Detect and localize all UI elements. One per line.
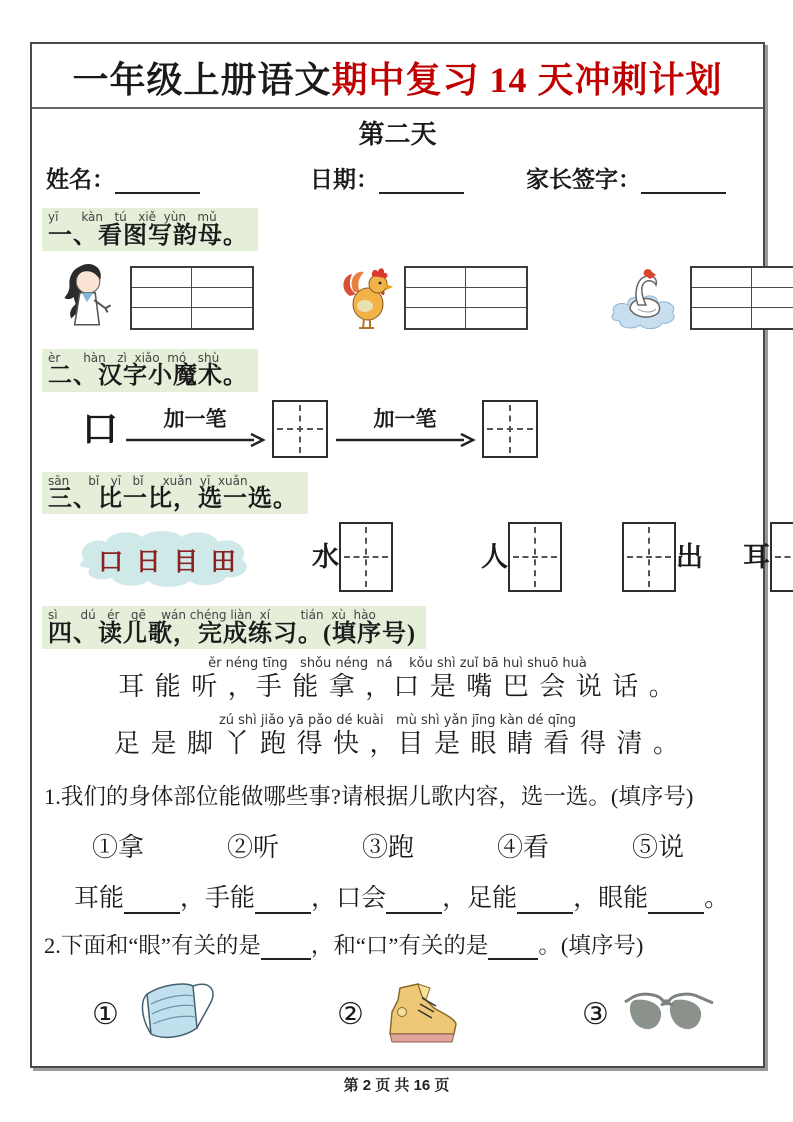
section3-heading [42, 472, 308, 515]
answer-blank [124, 886, 180, 914]
rhyme-line-1-pinyin: ěr néng tīng shǒu néng ná kǒu shì zuǐ bā huì shuō huà [208, 656, 587, 672]
signature-blank [641, 168, 726, 194]
vowel-item-goose [608, 263, 793, 333]
answer-blank [488, 934, 538, 960]
q1-fill-line: 耳能 ，手能 ，口会 ，足能 ，眼能 。 [74, 884, 730, 912]
day-subtitle: 第二天 [358, 120, 437, 149]
rhyme-line-2-text: 足 是 脚 丫 跑 得 快 ，目 是 眼 睛 看 得 清 。 [113, 729, 681, 759]
section3-title: 三、比一比，选一选。 [48, 486, 298, 513]
name-field-label: 姓名： [46, 161, 200, 194]
page-number: 第 2 页 共 16 页 [343, 1077, 450, 1094]
option-5: ⑤说 [632, 832, 685, 862]
goose-illustration [608, 263, 680, 333]
picture-option-number: ② [337, 997, 364, 1031]
compare-item-chu: 出 [622, 522, 703, 592]
character-writing-grid [339, 522, 393, 592]
section2-title: 二、汉字小魔术。 [48, 363, 248, 390]
answer-blank [648, 886, 704, 914]
question-2-text: 2.下面和“眼”有关的是 ，和“口”有关的是 。(填序号) [44, 932, 644, 958]
page-title [32, 44, 763, 109]
question-1-options [92, 827, 753, 864]
right-arrow-icon [124, 432, 266, 448]
fill-label-eye: 眼能 [598, 884, 649, 912]
compare-item-shui: 水 [312, 522, 393, 592]
picture-option-sunglasses [582, 992, 793, 1038]
pinyin-writing-grid [404, 266, 528, 330]
answer-blank [255, 886, 311, 914]
date-blank [379, 168, 464, 194]
fill-label-ear: 耳能 [74, 884, 125, 912]
choice-cloud [62, 524, 272, 590]
rhyme-line-2-pinyin: zú shì jiǎo yā pǎo dé kuài mù shì yǎn jīng kàn dé qīng [218, 713, 577, 729]
signature-field-label: 家长签字： [526, 161, 726, 194]
section3-pinyin: sān bǐ yī bǐ xuǎn yī xuǎn [48, 473, 248, 488]
character-writing-grid [622, 522, 676, 592]
vowel-writing-row [56, 261, 747, 335]
pinyin-writing-grid [690, 266, 793, 330]
option-4: ④看 [497, 832, 550, 862]
fill-label-mouth: 口会 [336, 884, 387, 912]
character-writing-grid [770, 522, 793, 592]
compare-item-er: 耳 [743, 522, 793, 592]
page-title-black: 一年级上册语文 [72, 60, 332, 100]
rhyme-line-2 [42, 714, 753, 759]
sneaker-illustration [378, 982, 462, 1048]
compare-choose-row [62, 522, 770, 592]
section2-pinyin: èr hàn zì xiǎo mó shù [48, 350, 220, 365]
section1-heading [42, 208, 258, 251]
header-fields [42, 161, 753, 194]
add-stroke-step-1 [124, 409, 266, 448]
vowel-item-girl [56, 261, 254, 335]
question-1-text: 1.我们的身体部位能做哪些事?请根据儿歌内容，选一选。(填序号) [44, 783, 694, 809]
option-3: ③跑 [362, 832, 415, 862]
question-2-picture-options [92, 976, 753, 1054]
cloud-choice-characters: 口 日 目 田 [98, 549, 236, 577]
section1-title: 一、看图写韵母。 [48, 222, 248, 249]
section4-pinyin: sì dú ér gē wán chéng liàn xí tián xù hào [48, 608, 376, 623]
character-writing-grid [272, 400, 328, 458]
section1-pinyin: yī kàn tú xiě yùn mǔ [48, 210, 217, 224]
answer-blank [261, 934, 311, 960]
add-stroke-step-2 [334, 409, 476, 448]
vowel-item-rooster [340, 262, 528, 334]
section2-heading [42, 349, 258, 392]
picture-option-mask [92, 976, 337, 1054]
option-1: ①拿 [92, 832, 145, 862]
section4-title: 四、读儿歌，完成练习。(填序号) [48, 620, 416, 647]
add-stroke-label: 加一笔 [163, 407, 227, 432]
picture-option-shoe [337, 982, 582, 1048]
stroke-magic-row [82, 400, 753, 458]
section4-heading [42, 606, 426, 649]
answer-blank [386, 886, 442, 914]
right-arrow-icon [334, 432, 476, 448]
character-writing-grid [508, 522, 562, 592]
picture-option-number: ① [92, 997, 119, 1031]
rhyme-line-1 [42, 657, 753, 702]
add-stroke-label: 加一笔 [373, 407, 437, 432]
girl-illustration [56, 261, 120, 335]
sunglasses-illustration [623, 992, 715, 1038]
character-writing-grid [482, 400, 538, 458]
fill-label-foot: 足能 [467, 884, 518, 912]
page-title-red: 期中复习 14 天冲刺计划 [331, 60, 723, 100]
pinyin-writing-grid [130, 266, 254, 330]
picture-option-number: ③ [582, 997, 609, 1031]
rhyme-line-1-text: 耳 能 听 ，手 能 拿 ，口 是 嘴 巴 会 说 话 。 [118, 672, 677, 702]
face-mask-illustration [133, 976, 221, 1054]
fill-label-hand: 手能 [205, 884, 256, 912]
base-character: 口 [82, 408, 119, 449]
answer-blank [517, 886, 573, 914]
worksheet-border-box [30, 42, 770, 1068]
option-2: ②听 [227, 832, 280, 862]
rooster-illustration [340, 262, 394, 334]
compare-item-ren: 人 [481, 522, 562, 592]
date-field-label: 日期： [310, 161, 464, 194]
name-blank [115, 168, 200, 194]
